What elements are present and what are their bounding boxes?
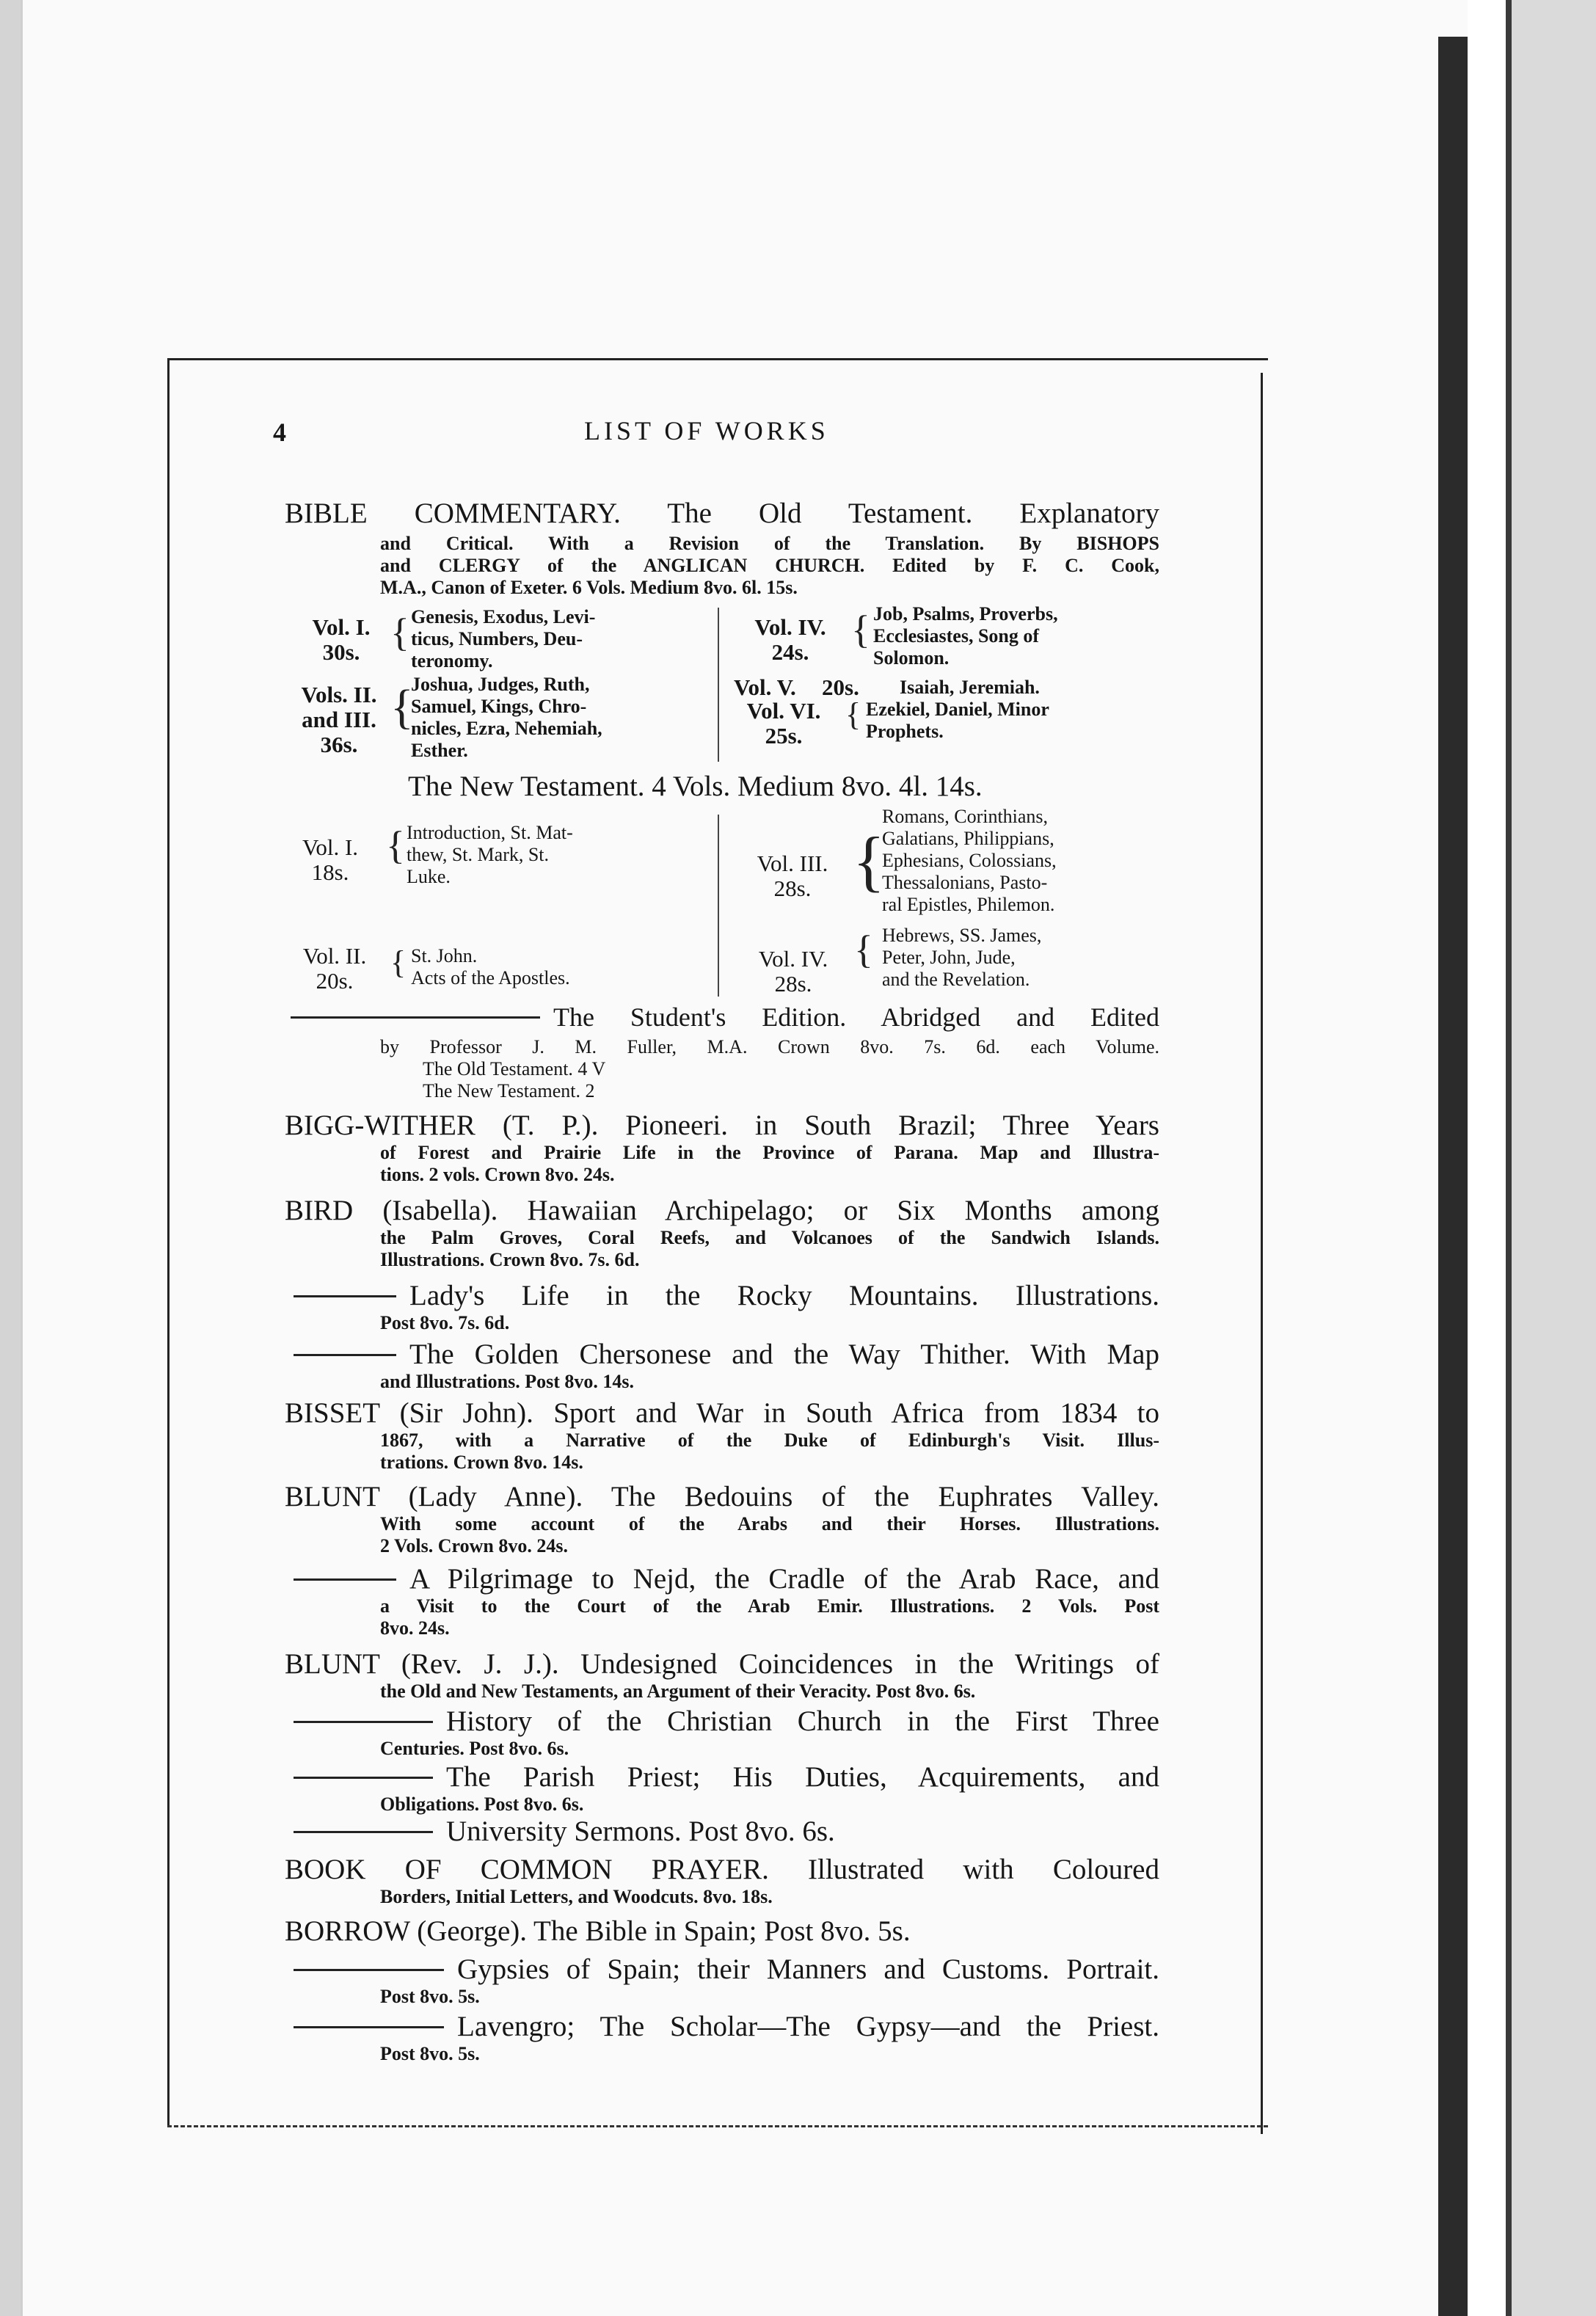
nt-vol2-label: Vol. II. [302,943,367,969]
catalogue-entry-details: 1867, with a Narrative of the Duke of Edinburgh's Visit. Illus- [380,1430,1159,1451]
contents-line: teronomy. [411,650,493,671]
frame-rule-bottom [167,2125,1268,2127]
catalogue-entry-text: BLUNT (Rev. J. J.). Undesigned Coincidences in the Writings of [285,1648,1159,1680]
catalogue-entry-text: History of the Christian Church in the First Three [446,1705,1159,1737]
catalogue-entry-title [294,1562,1159,1597]
catalogue-entry-title [294,1337,1159,1372]
ot-vol6-price: 25s. [765,723,803,749]
running-header: LIST OF WORKS [584,416,829,445]
catalogue-entry-title [285,1852,1159,1887]
catalogue-entry-details: Obligations. Post 8vo. 6s. [380,1794,584,1815]
catalogue-entry-title [285,1647,1159,1682]
nt-vol4-label: Vol. IV. [758,946,828,972]
contents-line: Romans, Corinthians, [882,806,1049,827]
catalogue-entry-title [285,1396,1159,1431]
contents-line: Galatians, Philippians, [882,828,1054,849]
students-edition-line [291,1001,1159,1033]
contents-line: Joshua, Judges, Ruth, [411,674,590,695]
students-edition-title: The Student's Edition. Abridged and Edited [553,1002,1159,1032]
nt-vol1-price: 18s. [311,859,349,885]
catalogue-entry-text: A Pilgrimage to Nejd, the Cradle of the Arab Race, and [409,1563,1159,1595]
brace-icon: { [386,823,405,867]
contents-line: Acts of the Apostles. [411,967,570,988]
contents-line: nicles, Ezra, Nehemiah, [411,718,602,739]
binding-line [1506,0,1512,2316]
contents-line: Genesis, Exodus, Levi- [411,606,596,627]
ot-vol2-label: Vols. II. [301,682,377,707]
contents-line: Prophets. [866,721,944,742]
ot-vol1-label: Vol. I. [312,614,371,640]
ditto-dash [294,1831,433,1833]
ot-vol1-contents [411,606,595,672]
frame-rule-top [167,358,1268,360]
nt-vol4-price: 28s. [774,971,812,997]
catalogue-entry-text: The Golden Chersonese and the Way Thither. With Map [409,1339,1159,1370]
ot-vol5-label: Vol. V. [734,674,796,700]
catalogue-entry-text: BOOK OF COMMON PRAYER. Illustrated with Coloured [285,1854,1159,1885]
contents-line: Hebrews, SS. James, [882,925,1042,946]
ot-vol4-contents [873,603,1058,669]
catalogue-entry-details: the Palm Groves, Coral Reefs, and Volcanoes of the Sandwich Islands. [380,1227,1159,1248]
catalogue-entry-title [294,1278,1159,1314]
catalogue-entry-details: tions. 2 vols. Crown 8vo. 24s. [380,1164,615,1185]
catalogue-entry-title [294,1952,1159,1987]
contents-line: Samuel, Kings, Chro- [411,696,587,717]
ot-vol4-label: Vol. IV. [754,614,826,640]
brace-icon: { [851,608,870,652]
contents-line: St. John. [411,945,478,966]
catalogue-entry-details: Post 8vo. 7s. 6d. [380,1312,510,1333]
ditto-dash [294,1777,433,1779]
brace-icon: { [390,944,407,980]
new-testament-heading: The New Testament. 4 Vols. Medium 8vo. 4l. 14s. [408,771,983,802]
binding-shadow [1438,37,1469,2316]
contents-line: Ecclesiastes, Song of [873,625,1040,647]
column-divider [718,608,719,762]
catalogue-entry-details: 2 Vols. Crown 8vo. 24s. [380,1535,568,1556]
ot-vol4-price: 24s. [771,639,809,665]
contents-line: and the Revelation. [882,969,1030,990]
contents-line: Solomon. [873,647,950,669]
catalogue-entry-text: BORROW (George). The Bible in Spain; Post 8vo. 5s. [285,1915,911,1947]
catalogue-entry-details: trations. Crown 8vo. 14s. [380,1452,583,1473]
catalogue-entry-details: the Old and New Testaments, an Argument of their Veracity. Post 8vo. 6s. [380,1680,976,1702]
catalogue-entry-details: and Illustrations. Post 8vo. 14s. [380,1371,634,1392]
brace-icon: { [845,696,861,732]
bible-subline-2: and CLERGY of the ANGLICAN CHURCH. Edited by F. C. Cook, [380,555,1159,576]
nt-vol4-contents [882,925,1041,991]
students-edition-nt: The New Testament. 2 [423,1080,595,1101]
page-edge [1468,0,1506,2316]
nt-vol2-price: 20s. [316,968,354,994]
nt-vol3-label: Vol. III. [757,851,828,876]
ot-vol1-price: 30s. [322,639,360,665]
scan-background [1512,0,1596,2316]
ditto-dash [294,2026,444,2028]
contents-line: Ephesians, Colossians, [882,850,1057,871]
frame-rule-left [167,358,170,2127]
bible-subline-3: M.A., Canon of Exeter. 6 Vols. Medium 8vo. 6l. 15s. [380,577,798,598]
catalogue-entry-title [285,1108,1159,1143]
catalogue-entry-text: University Sermons. Post 8vo. 6s. [446,1816,835,1847]
catalogue-entry-text: The Parish Priest; His Duties, Acquirements, and [446,1761,1159,1793]
ditto-dash [294,1295,396,1297]
catalogue-entry-title [294,2009,1159,2044]
brace-icon: { [853,823,886,898]
catalogue-entry-details: Illustrations. Crown 8vo. 7s. 6d. [380,1249,640,1270]
catalogue-entry-details: Post 8vo. 5s. [380,1986,480,2007]
contents-line: Luke. [407,866,451,887]
contents-line: Ezekiel, Daniel, Minor [866,699,1049,720]
nt-vol1-label: Vol. I. [302,834,359,860]
catalogue-entry-text: BIRD (Isabella). Hawaiian Archipelago; or Six Months among [285,1195,1159,1226]
catalogue-entry-title [285,1193,1159,1228]
contents-line: ral Epistles, Philemon. [882,894,1055,915]
nt-vol3-price: 28s. [773,875,812,901]
catalogue-entry-title [294,1704,1159,1739]
brace-icon: { [854,928,873,972]
contents-line: Thessalonians, Pasto- [882,872,1048,893]
brace-icon: { [390,611,409,655]
bible-heading: BIBLE COMMENTARY. The Old Testament. Explanatory [285,498,1159,529]
ditto-dash [294,1969,444,1971]
ot-vol6-label: Vol. VI. [746,698,821,724]
catalogue-entry-text: Gypsies of Spain; their Manners and Customs. Portrait. [457,1953,1159,1985]
ditto-dash [294,1721,433,1723]
contents-line: thew, St. Mark, St. [407,844,550,865]
catalogue-entry-details: of Forest and Prairie Life in the Province of Parana. Map and Illustra- [380,1142,1159,1163]
contents-line: Job, Psalms, Proverbs, [873,603,1058,624]
catalogue-entry-details: a Visit to the Court of the Arab Emir. Illustrations. 2 Vols. Post [380,1595,1159,1617]
nt-vol1-contents [407,822,573,888]
contents-line: Introduction, St. Mat- [407,822,573,843]
page-number: 4 [273,418,286,447]
contents-line: ticus, Numbers, Deu- [411,628,583,649]
students-edition-editor: by Professor J. M. Fuller, M.A. Crown 8vo. 7s. 6d. each Volume. [380,1036,1159,1057]
ot-vol2-price: 36s. [320,732,358,757]
catalogue-entry-title [294,1760,1159,1795]
nt-vol2-contents [411,945,570,989]
catalogue-entry-text: BLUNT (Lady Anne). The Bedouins of the Euphrates Valley. [285,1481,1159,1512]
catalogue-entry-details: Post 8vo. 5s. [380,2043,480,2064]
students-edition-ot: The Old Testament. 4 V [423,1058,606,1079]
brace-icon: { [390,680,414,734]
ot-vol2-contents [411,674,602,762]
catalogue-entry-title [294,1814,1159,1849]
ditto-dash [294,1354,396,1356]
ditto-dash [294,1578,396,1581]
catalogue-entry-text: BISSET (Sir John). Sport and War in South Africa from 1834 to [285,1397,1159,1429]
catalogue-entry-details: With some account of the Arabs and their Horses. Illustrations. [380,1513,1159,1534]
contents-line: Peter, John, Jude, [882,947,1016,968]
ot-vol2-label-2: and III. [302,707,376,732]
catalogue-entry-text: Lady's Life in the Rocky Mountains. Illustrations. [409,1280,1159,1311]
catalogue-entry-details: Centuries. Post 8vo. 6s. [380,1738,569,1759]
ot-vol6-contents [866,699,1049,743]
ditto-dash [291,1016,540,1019]
ot-vol5-price: 20s. [822,674,859,700]
catalogue-entry-details: Borders, Initial Letters, and Woodcuts. 8vo. 18s. [380,1886,773,1907]
catalogue-entry-details: 8vo. 24s. [380,1617,450,1639]
catalogue-entry-title [285,1479,1159,1515]
nt-vol3-contents [882,806,1057,916]
bible-subline-1: and Critical. With a Revision of the Translation. By BISHOPS [380,533,1159,554]
ot-vol5-contents: Isaiah, Jeremiah. [900,677,1040,698]
catalogue-entry-title [285,1914,1159,1949]
catalogue-entry-text: Lavengro; The Scholar—The Gypsy—and the Priest. [457,2011,1159,2042]
catalogue-entry-text: BIGG-WITHER (T. P.). Pioneeri. in South Brazil; Three Years [285,1110,1159,1141]
contents-line: Esther. [411,740,468,761]
column-divider [718,815,719,997]
frame-rule-right [1261,373,1263,2134]
